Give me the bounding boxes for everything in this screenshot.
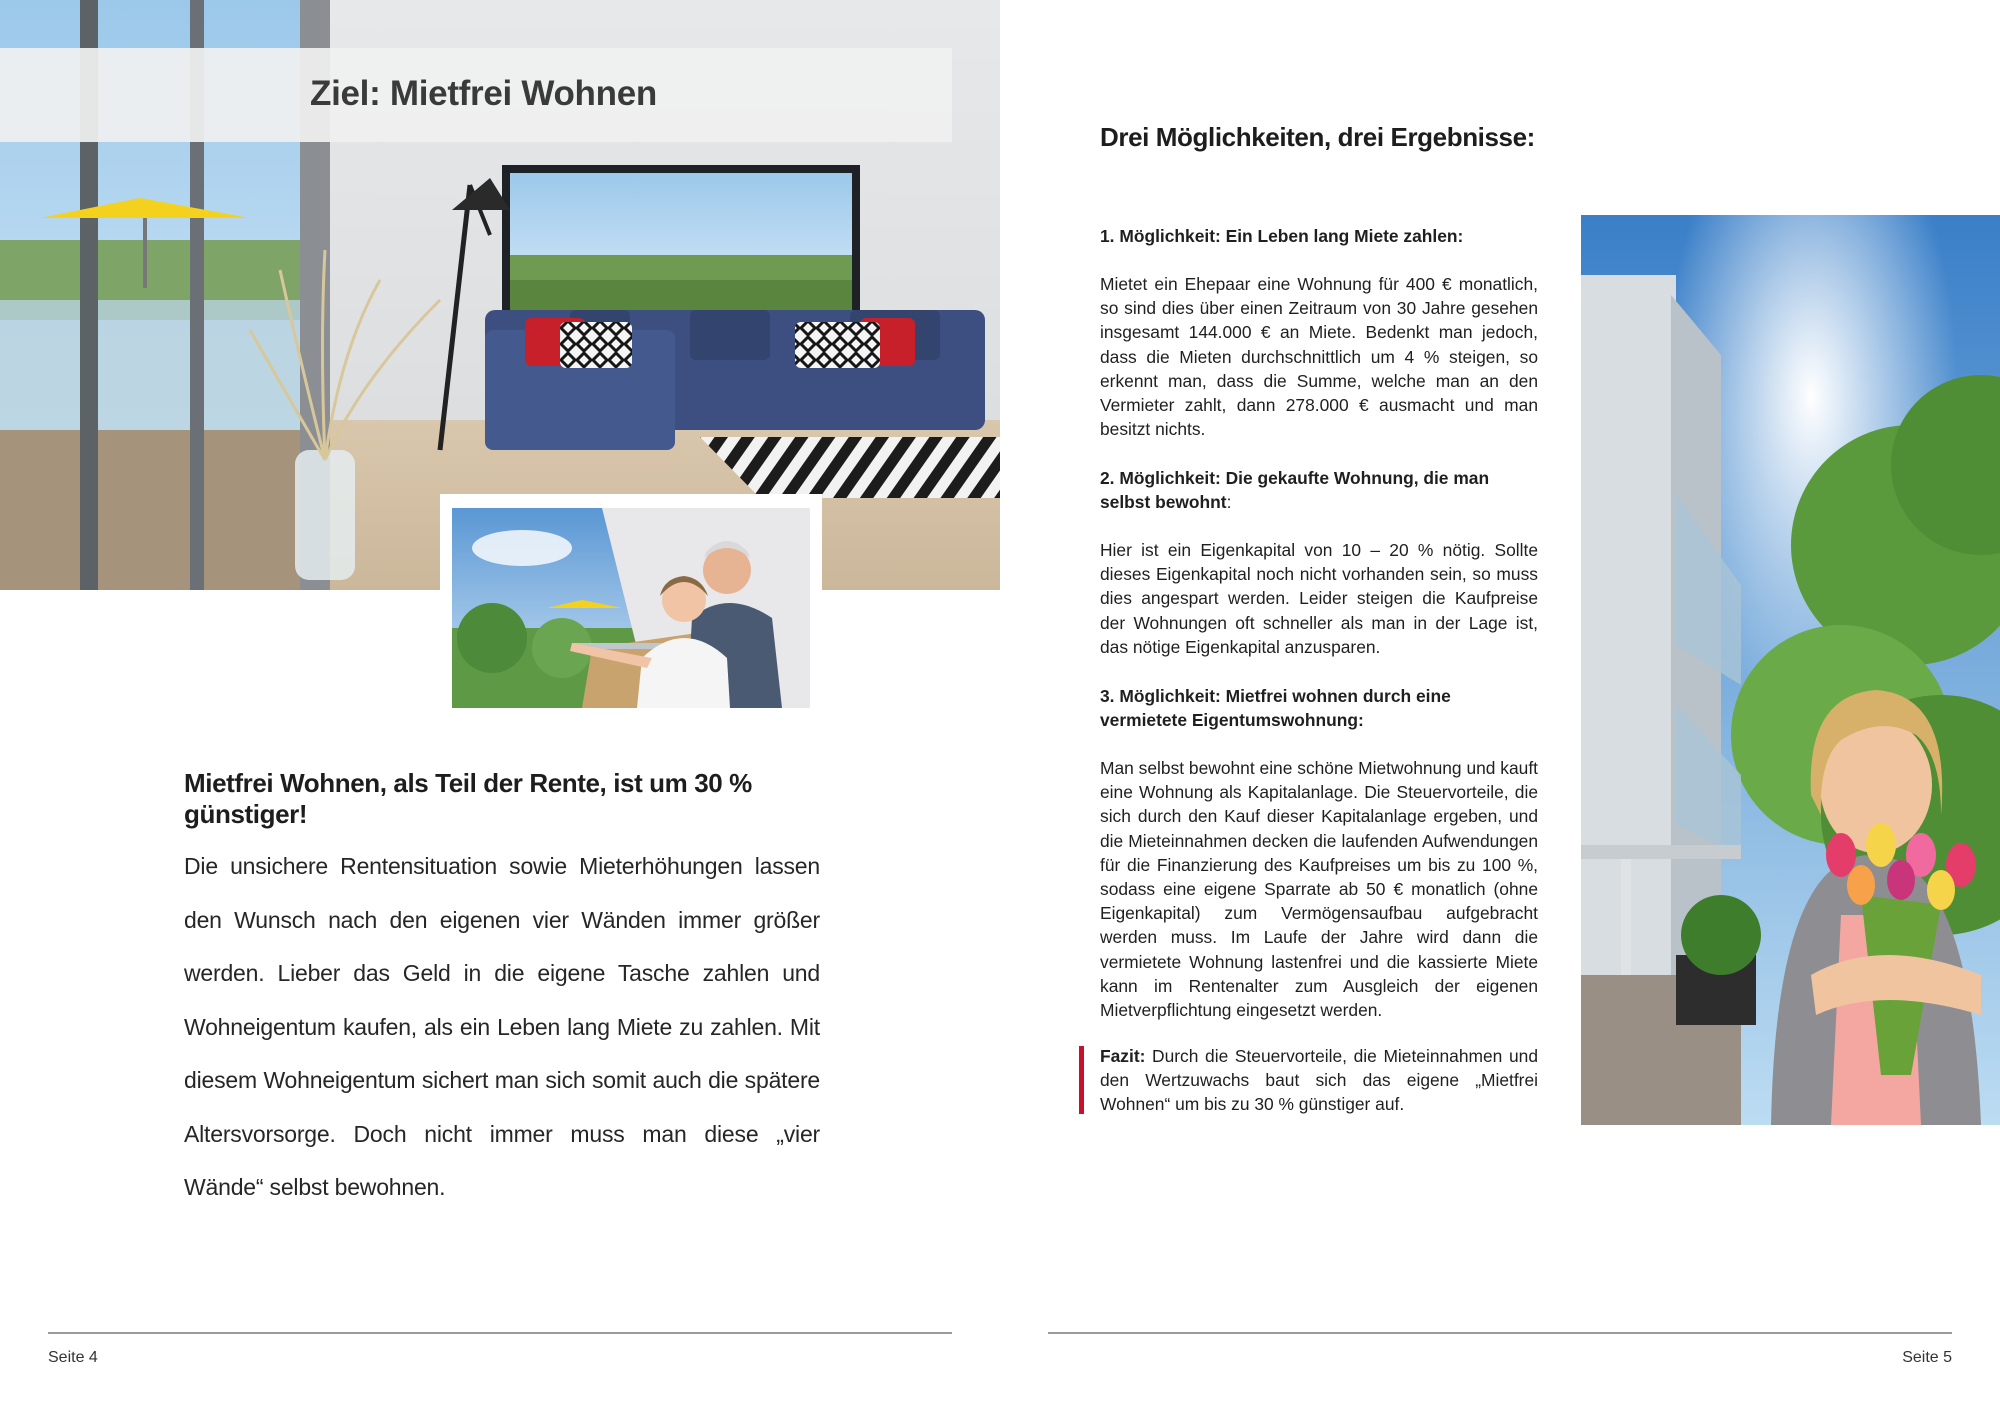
option2-body: Hier ist ein Eigenkapital von 10 – 20 % nötig. Sollte dieses Eigenkapital noch nicht vorhanden sein, so muss dies angespart werden. Leider steigen die Kaufpreise der Wohnungen oft schneller als man in der Lage ist, das nötige Eigenkapital anzusparen. xyxy=(1100,540,1538,657)
right-page xyxy=(1000,0,2000,1414)
option2-heading-text: 2. Möglichkeit: Die gekaufte Wohnung, die man selbst bewohnt xyxy=(1100,468,1490,513)
option3-body: Man selbst bewohnt eine schöne Mietwohnung und kauft eine Wohnung als Kapitalanlage. Die Steuervorteile, die sich durch den Kauf dieser Kapitalanlage ergeben, und die Mieteinnahmen decken die laufenden Aufwendungen für die Finanzierung des Kaufpreises um bis zu 100 %, sodass eine eigene Sparrate ab 50 € monatlich (ohne Eigenkapital) zum Vermögensaufbau aufgebracht werden muss. Im Laufe der Jahre wird dann die vermietete Wohnung lastenfrei und die kassierte Miete kann im Rentenalter zum Ausgleich der eigenen Mietverpflichtung eingesetzt werden. xyxy=(1100,758,1538,1021)
fazit-text: Durch die Steuervorteile, die Mieteinnahmen und den Wertzuwachs baut sich das eigene „Mietfrei Wohnen“ um bis zu 30 % günstiger auf. xyxy=(1100,1046,1538,1115)
option2-heading xyxy=(1100,466,1538,514)
woman-with-tulips-photo xyxy=(1581,215,2000,1125)
couple-photo-frame xyxy=(440,494,822,720)
option3-heading: 3. Möglichkeit: Mietfrei wohnen durch eine vermietete Eigentumswohnung: xyxy=(1100,686,1451,731)
couple-on-balcony-photo xyxy=(452,508,810,708)
fazit-accent-bar xyxy=(1079,1046,1084,1114)
right-heading: Drei Möglichkeiten, drei Ergebnisse: xyxy=(1100,122,1535,152)
footer-divider-right xyxy=(1048,1332,1952,1334)
left-subheading: Mietfrei Wohnen, als Teil der Rente, ist um 30 % günstiger! xyxy=(184,768,752,829)
page-title: Ziel: Mietfrei Wohnen xyxy=(310,74,657,113)
fazit-box xyxy=(1100,1044,1538,1117)
option2-heading-colon: : xyxy=(1226,492,1232,513)
page-number-left: Seite 4 xyxy=(48,1349,98,1366)
page-number-right: Seite 5 xyxy=(1902,1349,1952,1366)
option1-body: Mietet ein Ehepaar eine Wohnung für 400 € monatlich, so sind dies über einen Zeitraum von 30 Jahre gesehen insgesamt 144.000 € an Miete. Bedenkt man jedoch, dass die Mieten durchschnittlich um 4 % steigen, so erkennt man, dass die Summe, welche man an den Vermieter zahlt, dann 278.000 € ausmacht und man besitzt nichts. xyxy=(1100,274,1538,440)
footer-divider-left xyxy=(48,1332,952,1334)
left-body-text: Die unsichere Rentensituation sowie Mieterhöhungen lassen den Wunsch nach den eigenen vier Wänden immer größer werden. Lieber das Geld in die eigene Tasche zahlen und Wohneigentum kaufen, als ein Leben lang Miete zu zahlen. Mit diesem Wohneigentum sichert man sich somit auch die spätere Altersvorsorge. Doch nicht immer muss man diese „vier Wände“ selbst bewohnen. xyxy=(184,853,820,1200)
option1-heading: 1. Möglichkeit: Ein Leben lang Miete zahlen: xyxy=(1100,226,1464,246)
fazit-label: Fazit: xyxy=(1100,1046,1146,1066)
